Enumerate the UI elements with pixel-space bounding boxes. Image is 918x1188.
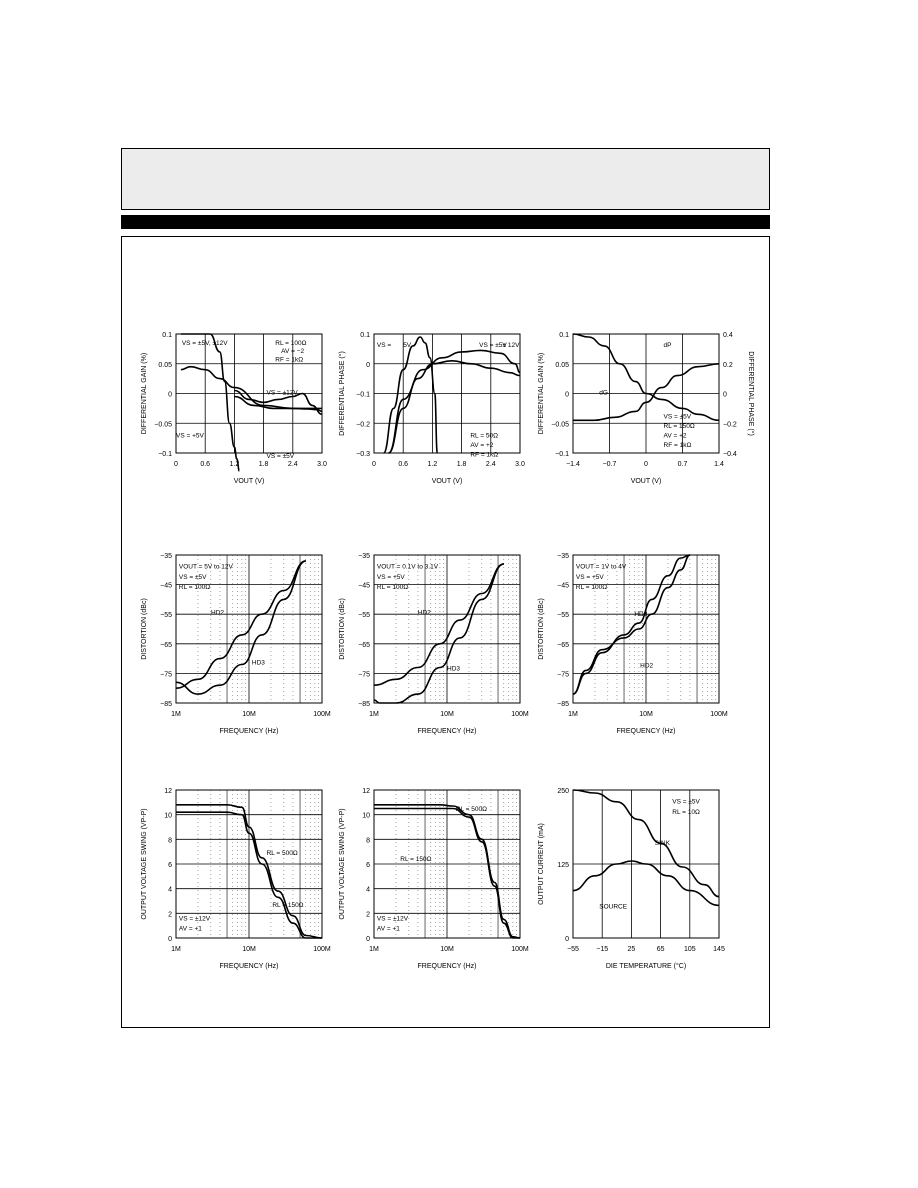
x-tick-label: 0 (372, 461, 376, 468)
chart-annotation: RF = 1kΩ (663, 442, 692, 450)
chart-annotation: HD2 (417, 609, 431, 617)
y-axis-label: DISTORTION (dBc) (141, 598, 148, 660)
y-tick-label: −0.05 (154, 421, 172, 429)
y-tick-label: −65 (557, 641, 569, 649)
y-tick-label: −85 (358, 701, 370, 708)
chart-annotation: AV = −2 (281, 348, 305, 356)
y-tick-label: 2 (366, 911, 370, 919)
x-tick-label: 105 (683, 946, 696, 953)
y-tick-label: 6 (168, 862, 172, 869)
x-tick-label: 0 (174, 461, 178, 468)
chart-annotation: AV = +1 (376, 925, 400, 933)
chart-annotation: RL = 500Ω (455, 805, 487, 813)
y-tick-label: −35 (358, 553, 370, 560)
y-tick-label: −45 (358, 582, 370, 590)
chart-annotation: VS = (376, 342, 392, 350)
x-tick-label: 100M (511, 946, 529, 953)
x-tick-label: −1.4 (566, 461, 580, 468)
chart-annotation: VS = ±5V (178, 573, 207, 581)
x-axis-label: FREQUENCY (Hz) (219, 963, 279, 970)
x-tick-label: 1M (568, 711, 578, 718)
chart-annotation: VS = +5V (376, 573, 405, 581)
x-tick-label: 1.2 (229, 461, 240, 468)
x-tick-label: 1M (171, 711, 181, 718)
series-line (389, 361, 520, 453)
y-axis-label: OUTPUT VOLTAGE SWING (VP-P) (141, 808, 148, 920)
chart-annotation: RF = 1kΩ (275, 356, 304, 364)
y-axis-label: OUTPUT CURRENT (mA) (538, 823, 545, 905)
y-tick-label: −0.1 (158, 451, 172, 458)
x-tick-label: 1.8 (258, 461, 269, 468)
x-tick-label: 10M (242, 946, 256, 953)
chart-annotation: RL = 50Ω (470, 432, 498, 440)
y-axis-label: DIFFERENTIAL GAIN (%) (538, 352, 545, 435)
x-tick-label: 100M (313, 711, 331, 718)
chart-annotation: 5V (403, 342, 412, 350)
chart-annotation: RL = 100Ω (575, 584, 608, 592)
y-tick-label: −65 (160, 641, 172, 649)
y-tick-label: 0.05 (555, 361, 569, 369)
series-line (176, 561, 306, 694)
y-axis-label: DIFFERENTIAL PHASE (°) (339, 351, 346, 436)
y-tick-label: 0 (565, 391, 569, 399)
y-tick-label: −0.1 (356, 391, 370, 399)
y2-tick-label: 0 (723, 391, 727, 399)
series-line (181, 334, 239, 471)
y-tick-label: 10 (362, 812, 370, 820)
y-tick-label: −0.3 (356, 451, 370, 458)
y-tick-label: 4 (168, 886, 172, 894)
x-tick-label: 2.4 (287, 461, 298, 468)
chart-annotation: VOUT = 1V to 4V (575, 563, 627, 571)
y2-tick-label: −0.2 (723, 421, 737, 429)
x-tick-label: 1.4 (714, 461, 724, 468)
chart-annotation: VS = ±5V (266, 452, 295, 460)
y-tick-label: 0.1 (360, 332, 370, 339)
y-tick-label: −0.2 (356, 421, 370, 429)
x-tick-label: 0.6 (398, 461, 409, 468)
chart-annotation: SINK (654, 839, 670, 847)
chart-annotation: VS = ±5V, ±12V (181, 339, 228, 347)
chart-annotation: AV = +2 (663, 432, 687, 440)
y-tick-label: 8 (366, 837, 370, 845)
chart-annotation: ± 12V (502, 342, 520, 350)
chart-annotation: RL = 100Ω (275, 339, 307, 347)
x-tick-label: 10M (639, 711, 653, 718)
x-axis-label: VOUT (V) (431, 478, 463, 485)
chart-annotation: dG (599, 389, 608, 397)
y-tick-label: 0.1 (559, 332, 569, 339)
x-axis-label: FREQUENCY (Hz) (417, 963, 477, 970)
y2-axis-label: DIFFERENTIAL PHASE (°) (747, 351, 754, 436)
y-tick-label: −55 (160, 612, 172, 620)
y-tick-label: −55 (557, 612, 569, 620)
chart-annotation: VS = ±12V (178, 915, 211, 923)
y-axis-label: DISTORTION (dBc) (538, 598, 545, 660)
chart-annotation: VS = +5V (575, 573, 604, 581)
x-tick-label: −55 (567, 946, 579, 953)
y-tick-label: −45 (557, 582, 569, 590)
chart-annotation: RL = 100Ω (376, 584, 409, 592)
y-tick-label: 12 (164, 788, 172, 795)
chart-annotation: AV = +1 (178, 925, 202, 933)
y-axis-label: DISTORTION (dBc) (339, 598, 346, 660)
chart-annotation: RL = 150Ω (663, 423, 695, 431)
y-tick-label: −65 (358, 641, 370, 649)
chart-annotation: RL = 150Ω (400, 856, 432, 864)
y-tick-label: 125 (557, 862, 569, 869)
x-tick-label: 1M (171, 946, 181, 953)
y-tick-label: −55 (358, 612, 370, 620)
x-axis-label: VOUT (V) (630, 478, 662, 485)
y-tick-label: 250 (557, 788, 569, 795)
y-tick-label: −35 (557, 553, 569, 560)
y-tick-label: −85 (557, 701, 569, 708)
y-tick-label: −75 (160, 671, 172, 679)
chart-annotation: RL = 500Ω (266, 850, 298, 858)
x-tick-label: 10M (242, 711, 256, 718)
x-tick-label: 10M (440, 946, 454, 953)
x-tick-label: 1.2 (427, 461, 438, 468)
chart-annotation: RL = 100Ω (178, 584, 211, 592)
y-tick-label: 0 (366, 936, 370, 943)
chart-annotation: HD2 (640, 662, 654, 670)
x-axis-label: FREQUENCY (Hz) (616, 728, 676, 735)
x-tick-label: −0.7 (602, 461, 617, 468)
x-tick-label: 3.0 (317, 461, 327, 468)
chart-annotation: SOURCE (599, 903, 628, 911)
y-tick-label: 10 (164, 812, 172, 820)
x-axis-label: FREQUENCY (Hz) (417, 728, 477, 735)
chart-annotation: VS = ±5V (663, 413, 692, 421)
series-line (573, 861, 719, 905)
y-tick-label: −75 (557, 671, 569, 679)
y-tick-label: 8 (168, 837, 172, 845)
y-tick-label: 12 (362, 788, 370, 795)
x-tick-label: 3.0 (515, 461, 525, 468)
y-tick-label: −75 (358, 671, 370, 679)
x-tick-label: 100M (511, 711, 529, 718)
x-tick-label: 1M (369, 711, 379, 718)
y2-tick-label: 0.2 (723, 361, 733, 369)
series-line (573, 790, 719, 897)
x-tick-label: 2.4 (485, 461, 496, 468)
series-line (181, 367, 322, 409)
chart-annotation: RF = 1kΩ (470, 451, 499, 459)
x-tick-label: 100M (313, 946, 331, 953)
y-tick-label: 0 (168, 391, 172, 399)
y-tick-label: −85 (160, 701, 172, 708)
chart-annotation: VS = ±12V (376, 915, 409, 923)
y-tick-label: −0.05 (551, 421, 569, 429)
chart-annotation: HD3 (634, 610, 648, 618)
y2-tick-label: 0.4 (723, 332, 733, 339)
x-axis-label: VOUT (V) (233, 478, 265, 485)
y-tick-label: −0.1 (555, 451, 569, 458)
y-tick-label: 0 (168, 936, 172, 943)
chart-annotation: RL = 10Ω (672, 808, 700, 816)
y2-tick-label: −0.4 (723, 451, 737, 458)
x-tick-label: 1M (369, 946, 379, 953)
x-axis-label: FREQUENCY (Hz) (219, 728, 279, 735)
x-tick-label: 0.7 (677, 461, 688, 468)
y-tick-label: −35 (160, 553, 172, 560)
y-tick-label: 0.1 (162, 332, 172, 339)
chart-annotation: VS = ±12V (266, 389, 298, 397)
y-axis-label: OUTPUT VOLTAGE SWING (VP-P) (339, 808, 346, 920)
y-axis-label: DIFFERENTIAL GAIN (%) (141, 352, 148, 435)
x-tick-label: 0.6 (200, 461, 211, 468)
y-tick-label: 0 (366, 361, 370, 369)
x-tick-label: 0 (644, 461, 648, 468)
y-tick-label: 0.05 (158, 361, 172, 369)
chart-annotation: VOUT = 0.1V to 3.1V (376, 563, 439, 571)
x-tick-label: 1.8 (456, 461, 467, 468)
chart-annotation: AV = +2 (470, 442, 494, 450)
y-tick-label: 2 (168, 911, 172, 919)
chart-annotation: dP (663, 342, 672, 350)
x-tick-label: 145 (713, 946, 725, 953)
y-tick-label: 0 (565, 936, 569, 943)
chart-annotation: VOUT = 5V to 12V (178, 563, 233, 571)
chart-annotation: VS = ±5V (479, 342, 507, 350)
y-tick-label: 6 (366, 862, 370, 869)
chart-annotation: VS = ±5V (672, 798, 700, 806)
x-tick-label: 25 (627, 946, 636, 953)
y-tick-label: −45 (160, 582, 172, 590)
chart-annotation: HD2 (211, 609, 225, 617)
chart-annotation: HD3 (251, 659, 265, 667)
x-tick-label: 10M (440, 711, 454, 718)
x-axis-label: DIE TEMPERATURE (°C) (605, 963, 687, 970)
chart-annotation: VS = +5V (176, 432, 204, 440)
y-tick-label: 4 (366, 886, 370, 894)
x-tick-label: 100M (710, 711, 728, 718)
chart-annotation: RL = 150Ω (272, 902, 304, 909)
chart-annotation: HD3 (447, 665, 461, 673)
x-tick-label: 65 (656, 946, 665, 953)
x-tick-label: −15 (596, 946, 609, 953)
